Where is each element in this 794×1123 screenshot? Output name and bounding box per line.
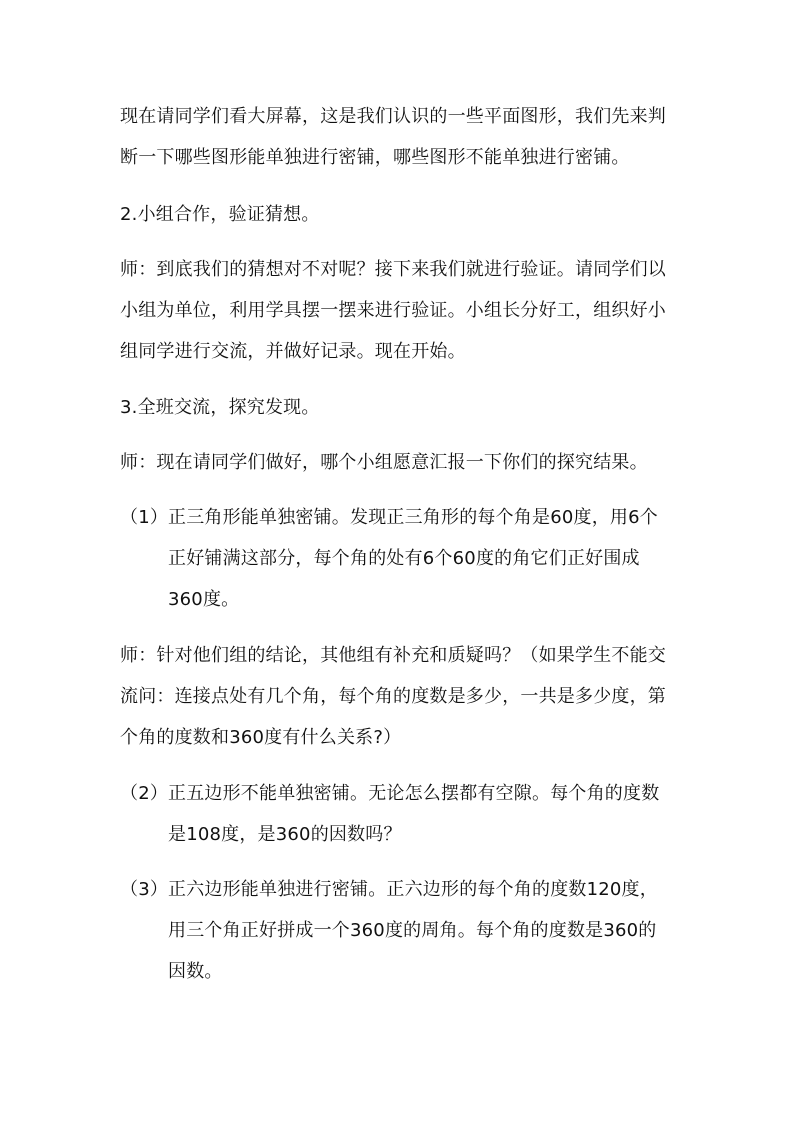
- paragraph-teacher-2: 师：现在请同学们做好，哪个小组愿意汇报一下你们的探究结果。: [120, 452, 648, 473]
- section-heading-2: 2.小组合作，验证猜想。: [120, 204, 320, 225]
- section-heading-3: 3.全班交流，探究发现。: [120, 397, 320, 418]
- paragraph-intro-line-2: 断一下哪些图形能单独进行密铺，哪些图形不能单独进行密铺。: [120, 147, 630, 168]
- list-item-2-marker: （2）: [120, 783, 169, 804]
- list-item-3-line-2: 用三个角正好拼成一个360度的周角。每个角的度数是360的: [168, 920, 657, 941]
- paragraph-teacher-1-line-3: 组同学进行交流，并做好记录。现在开始。: [120, 341, 466, 362]
- list-item-1-line-1: 正三角形能单独密铺。发现正三角形的每个角是60度，用6个: [168, 507, 658, 528]
- list-item-1-line-3: 360度。: [168, 589, 240, 610]
- list-item-3-line-3: 因数。: [168, 961, 223, 982]
- paragraph-teacher-3-line-3: 个角的度数和360度有什么关系?）: [120, 727, 402, 748]
- paragraph-teacher-1-line-2: 小组为单位，利用学具摆一摆来进行验证。小组长分好工，组织好小: [120, 300, 666, 321]
- paragraph-intro-line-1: 现在请同学们看大屏幕，这是我们认识的一些平面图形，我们先来判: [120, 106, 666, 127]
- paragraph-teacher-1-line-1: 师：到底我们的猜想对不对呢？接下来我们就进行验证。请同学们以: [120, 259, 666, 280]
- list-item-1-line-2: 正好铺满这部分，每个角的处有6个60度的角它们正好围成: [168, 548, 640, 569]
- list-item-2-line-2: 是108度，是360的因数吗？: [168, 824, 402, 845]
- list-item-1-marker: （1）: [120, 507, 169, 528]
- list-item-3-marker: （3）: [120, 879, 169, 900]
- paragraph-teacher-3-line-2: 流问：连接点处有几个角，每个角的度数是多少，一共是多少度，第: [120, 686, 666, 707]
- paragraph-teacher-3-line-1: 师：针对他们组的结论，其他组有补充和质疑吗？（如果学生不能交: [120, 645, 666, 666]
- list-item-3-line-1: 正六边形能单独进行密铺。正六边形的每个角的度数120度，: [168, 879, 658, 900]
- list-item-2-line-1: 正五边形不能单独密铺。无论怎么摆都有空隙。每个角的度数: [168, 783, 660, 804]
